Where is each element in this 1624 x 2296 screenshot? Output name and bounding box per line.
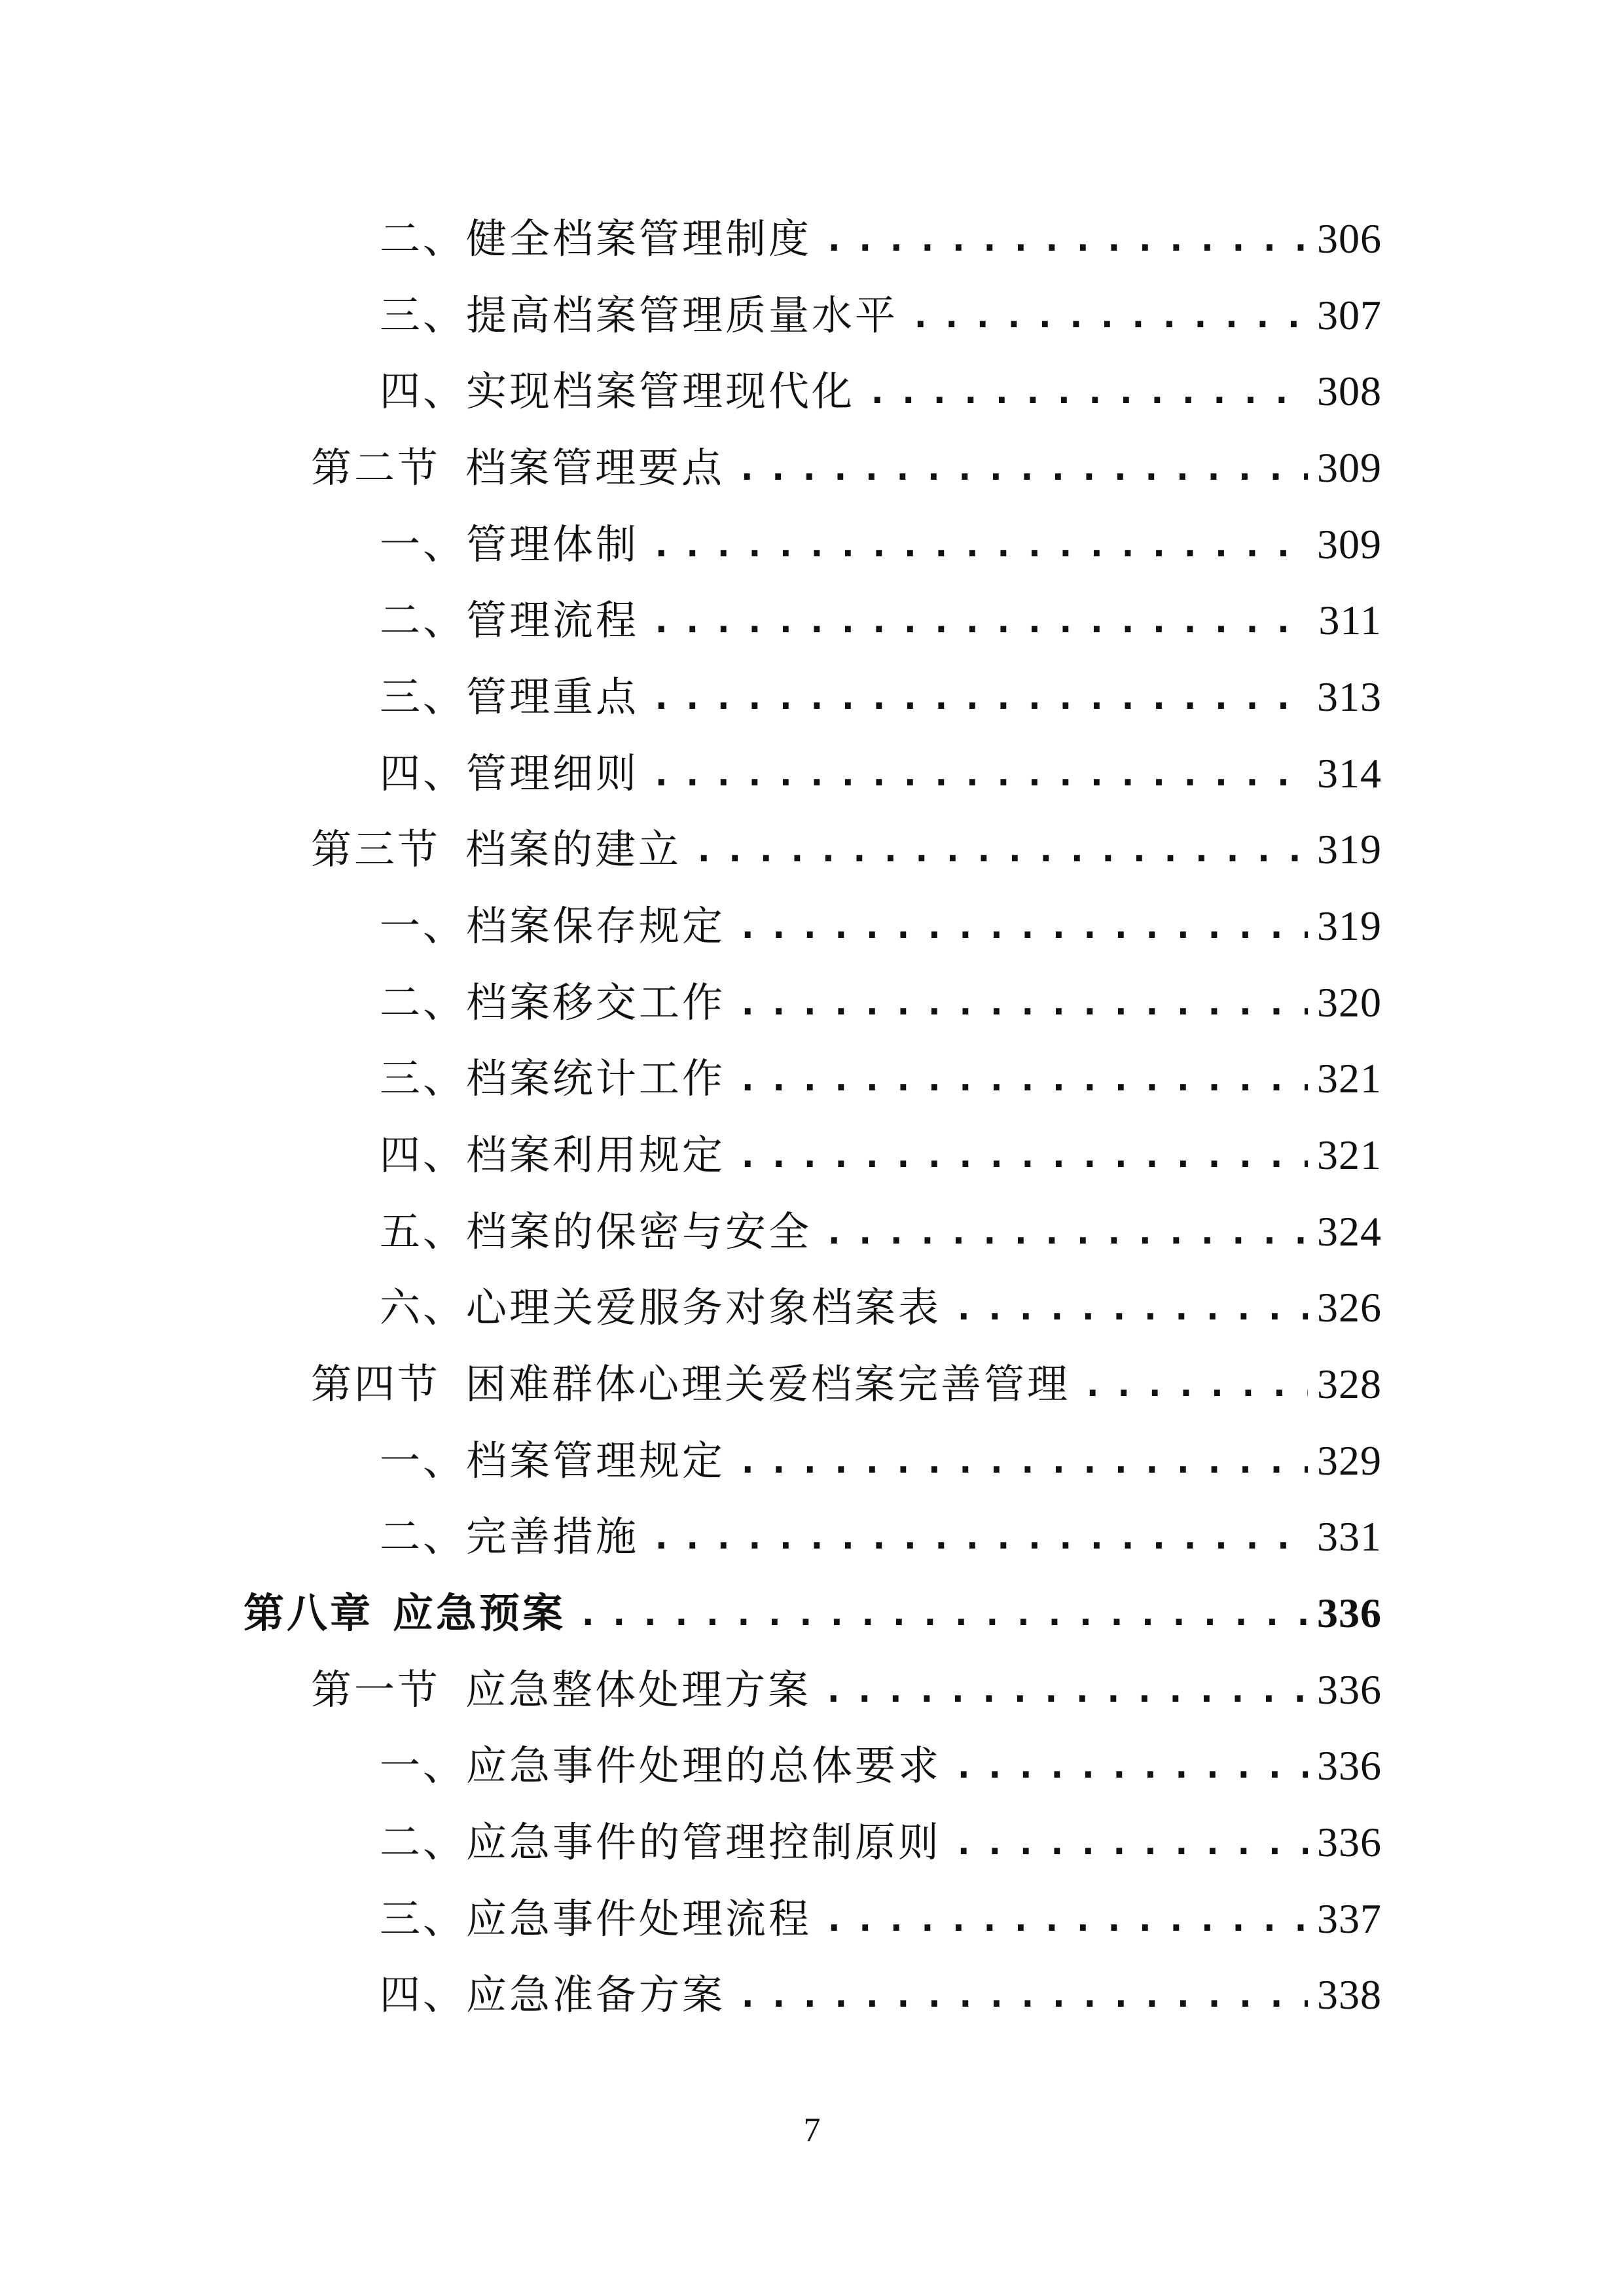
toc-dot-leader	[823, 1660, 1308, 1719]
toc-entry-page: 338	[1317, 1971, 1382, 2018]
toc-entry[interactable]	[380, 744, 1382, 803]
toc-dot-leader	[693, 820, 1308, 879]
toc-entry-title: 档案移交工作	[466, 978, 726, 1026]
toc-entry-title: 困难群体心理关爱档案完善管理	[465, 1360, 1071, 1408]
toc-entry-title: 应急事件处理的总体要求	[466, 1742, 942, 1789]
toc-entry[interactable]	[380, 1890, 1382, 1948]
toc-entry-page: 336	[1317, 1590, 1382, 1636]
toc-entry-title: 心理关爱服务对象档案表	[466, 1283, 942, 1331]
toc-dot-leader	[823, 1202, 1308, 1261]
toc-entry-number: 三、	[380, 1895, 467, 1943]
toc-entry[interactable]	[311, 820, 1382, 879]
toc-entry-number: 二、	[380, 596, 467, 644]
toc-entry-title: 档案统计工作	[466, 1054, 726, 1102]
toc-entry-number: 四、	[380, 749, 467, 797]
toc-entry[interactable]	[380, 973, 1382, 1032]
toc-entry-title: 档案利用规定	[466, 1131, 726, 1179]
toc-entry-number: 一、	[380, 1437, 467, 1484]
toc-entry-number: 一、	[380, 520, 467, 568]
toc-entry-title: 完善措施	[466, 1513, 640, 1560]
toc-entry-title: 管理体制	[466, 520, 640, 568]
toc-entry[interactable]	[380, 1965, 1382, 2024]
toc-entry-number: 三、	[380, 673, 467, 721]
toc-dot-leader	[910, 286, 1308, 345]
toc-entry-number: 第八章	[244, 1589, 374, 1637]
toc-entry[interactable]	[380, 362, 1382, 421]
toc-dot-leader	[953, 1278, 1308, 1337]
toc-entry-number: 第一节	[311, 1666, 441, 1713]
toc-entry-number: 五、	[380, 1208, 467, 1255]
toc-dot-leader	[651, 1507, 1308, 1566]
toc-entry-page: 336	[1317, 1819, 1382, 1865]
toc-entry-title: 应急整体处理方案	[465, 1666, 812, 1713]
toc-dot-leader	[651, 591, 1309, 650]
toc-entry-page: 319	[1317, 826, 1382, 872]
toc-entry-number: 三、	[380, 1054, 467, 1102]
toc-entry[interactable]	[380, 1126, 1382, 1185]
toc-entry-page: 321	[1317, 1055, 1382, 1102]
toc-dot-leader	[651, 668, 1308, 726]
toc-dot-leader	[823, 209, 1308, 268]
toc-entry-page: 306	[1317, 215, 1382, 262]
toc-entry-page: 336	[1317, 1742, 1382, 1789]
toc-entry-title: 应急事件处理流程	[466, 1895, 812, 1943]
toc-entry[interactable]	[380, 1049, 1382, 1108]
toc-entry-page: 324	[1317, 1208, 1382, 1255]
toc-entry-title: 档案的建立	[465, 825, 682, 873]
toc-entry-page: 313	[1317, 673, 1382, 720]
toc-entry-number: 六、	[380, 1283, 467, 1331]
toc-dot-leader	[737, 1049, 1308, 1108]
toc-entry-number: 二、	[380, 215, 467, 262]
toc-entry-page: 331	[1317, 1513, 1382, 1560]
toc-entry-page: 320	[1317, 979, 1382, 1026]
toc-entry[interactable]	[380, 1202, 1382, 1261]
toc-entry[interactable]	[380, 897, 1382, 956]
toc-entry[interactable]	[311, 439, 1382, 497]
toc-entry[interactable]	[380, 1431, 1382, 1490]
toc-entry[interactable]	[380, 1278, 1382, 1337]
toc-entry[interactable]	[380, 1736, 1382, 1795]
toc-dot-leader	[867, 362, 1308, 421]
toc-dot-leader	[651, 515, 1308, 574]
toc-dot-leader	[1082, 1355, 1308, 1414]
toc-entry-page: 309	[1317, 444, 1382, 491]
toc-entry-title: 管理流程	[466, 596, 640, 644]
toc-entry-number: 四、	[380, 1131, 467, 1179]
toc-entry-page: 336	[1317, 1666, 1382, 1713]
toc-entry-number: 一、	[380, 902, 467, 950]
toc-entry[interactable]	[380, 209, 1382, 268]
toc-entry-page: 326	[1317, 1284, 1382, 1331]
toc-entry-number: 一、	[380, 1742, 467, 1789]
toc-entry-page: 308	[1317, 368, 1382, 414]
toc-dot-leader	[737, 1431, 1308, 1490]
toc-dot-leader	[737, 897, 1308, 956]
toc-entry-page: 314	[1317, 750, 1382, 797]
toc-entry-number: 四、	[380, 367, 467, 415]
toc-entry-number: 二、	[380, 978, 467, 1026]
toc-entry[interactable]	[380, 1507, 1382, 1566]
toc-entry-number: 第三节	[311, 825, 441, 873]
toc-entry-title: 管理细则	[466, 749, 640, 797]
toc-entry[interactable]	[380, 286, 1382, 345]
toc-entry-title: 档案管理要点	[465, 444, 725, 492]
toc-entry-title: 档案保存规定	[466, 902, 726, 950]
toc-chapter-entry[interactable]	[244, 1584, 1382, 1643]
toc-entry-page: 309	[1317, 521, 1382, 567]
toc-dot-leader	[953, 1813, 1308, 1872]
toc-entry-page: 311	[1318, 597, 1382, 643]
toc-dot-leader	[737, 973, 1308, 1032]
toc-entry-page: 337	[1317, 1895, 1382, 1942]
toc-dot-leader	[651, 744, 1308, 803]
toc-entry-title: 实现档案管理现代化	[466, 367, 856, 415]
toc-entry[interactable]	[380, 591, 1382, 650]
toc-entry-title: 应急事件的管理控制原则	[466, 1818, 942, 1866]
toc-entry-page: 307	[1317, 292, 1382, 338]
toc-entry-page: 319	[1317, 903, 1382, 949]
toc-dot-leader	[953, 1736, 1308, 1795]
toc-dot-leader	[736, 439, 1308, 497]
toc-entry-title: 管理重点	[466, 673, 640, 721]
toc-entry-number: 四、	[380, 1971, 467, 2018]
toc-entry-title: 提高档案管理质量水平	[466, 291, 899, 339]
toc-entry-number: 二、	[380, 1818, 467, 1866]
toc-entry-title: 档案管理规定	[466, 1437, 726, 1484]
toc-entry[interactable]	[380, 515, 1382, 574]
toc-dot-leader	[737, 1965, 1308, 2024]
toc-entry-page: 329	[1317, 1437, 1382, 1484]
toc-entry-number: 三、	[380, 291, 467, 339]
toc-entry-number: 第二节	[311, 444, 441, 492]
toc-entry[interactable]	[380, 1813, 1382, 1872]
toc-dot-leader	[737, 1126, 1308, 1185]
toc-entry-number: 二、	[380, 1513, 467, 1560]
toc-entry-title: 应急准备方案	[466, 1971, 726, 2018]
toc-dot-leader	[823, 1890, 1308, 1948]
toc-entry-title: 档案的保密与安全	[466, 1208, 812, 1255]
toc-entry-number: 第四节	[311, 1360, 441, 1408]
toc-entry[interactable]	[380, 668, 1382, 726]
toc-entry-title: 健全档案管理制度	[466, 215, 812, 262]
page-number: 7	[803, 2111, 821, 2149]
toc-entry-page: 321	[1317, 1132, 1382, 1178]
toc-entry[interactable]	[311, 1660, 1382, 1719]
toc-entry[interactable]	[311, 1355, 1382, 1414]
toc-entry-title: 应急预案	[393, 1589, 566, 1637]
toc-dot-leader	[577, 1584, 1308, 1643]
toc-entry-page: 328	[1317, 1361, 1382, 1407]
